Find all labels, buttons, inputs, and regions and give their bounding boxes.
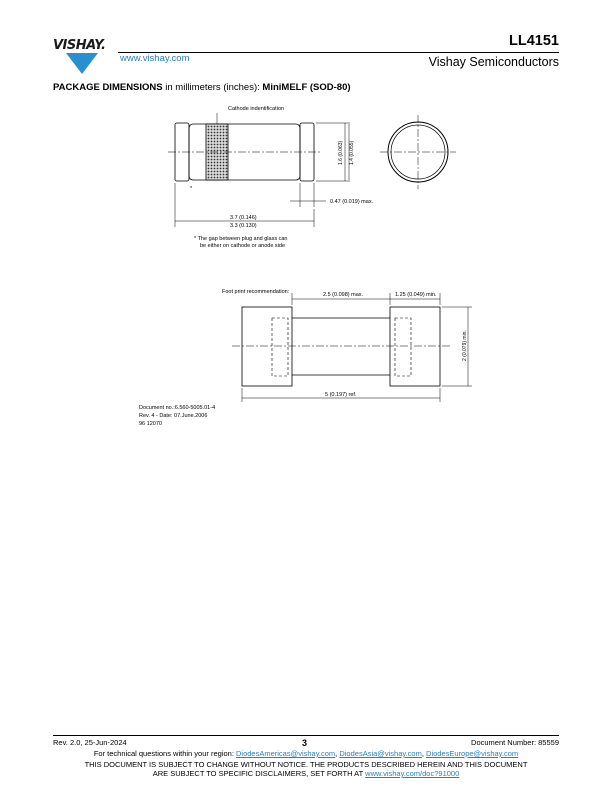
dim-total: 5 (0.197) ref.	[325, 392, 357, 398]
logo-triangle-icon	[52, 36, 116, 76]
footer-contact	[53, 749, 559, 758]
footprint-label: Foot print recommendation:	[222, 289, 290, 295]
contact-prefix: For technical questions within your region:	[93, 749, 236, 758]
section-title-package: MiniMELF (SOD-80)	[262, 82, 351, 93]
disclaimer-link[interactable]: www.vishay.com/doc?91000	[365, 769, 460, 778]
dim-length-min: 3.3 (0.130)	[230, 223, 257, 229]
gap-star: *	[190, 186, 193, 192]
footer-rule	[53, 735, 559, 736]
part-number: LL4151	[509, 33, 559, 49]
gap-note-line2: be either on cathode or anode side	[200, 243, 286, 249]
footer-page-number: 3	[302, 738, 308, 748]
doc-number-note: Document no.:6.560-5005.01-4	[139, 405, 216, 411]
section-title-units: in millimeters (inches):	[162, 82, 263, 93]
footer-rev: Rev. 2.0, 25-Jun-2024	[53, 738, 127, 747]
dim-pad: 1.25 (0.049) min.	[395, 292, 437, 298]
email-asia-link[interactable]: DiodesAsia@vishay.com	[339, 749, 422, 758]
footprint-drawing	[0, 285, 612, 415]
gap-note-line1: * The gap between plug and glass can	[194, 236, 288, 242]
disclaimer-line1: THIS DOCUMENT IS SUBJECT TO CHANGE WITHOUT NOTICE. THE PRODUCTS DESCRIBED HEREIN AND THIS DOCUMENT	[84, 760, 528, 769]
sep-1: ,	[335, 749, 340, 758]
dim-pad-height: 2 (0.079) min.	[462, 330, 468, 361]
sep-2: ,	[421, 749, 427, 758]
cathode-label: Cathode indentification	[228, 106, 284, 112]
doc-info	[139, 404, 215, 428]
footer-doc-number: Document Number: 85559	[471, 738, 559, 747]
email-americas-link[interactable]: DiodesAmericas@vishay.com	[236, 749, 336, 758]
dim-plug: 0.47 (0.019) max.	[330, 199, 374, 205]
disclaimer-line2	[40, 769, 572, 778]
disclaimer-prefix: ARE SUBJECT TO SPECIFIC DISCLAIMERS, SET FORTH AT	[152, 769, 366, 778]
division-name: Vishay Semiconductors	[428, 55, 559, 69]
email-europe-link[interactable]: DiodesEurope@vishay.com	[426, 749, 519, 758]
section-title	[53, 82, 351, 93]
doc-rev-note: Rev. 4 - Date: 07.June.2006	[139, 413, 208, 419]
section-title-bold: PACKAGE DIMENSIONS	[53, 82, 163, 93]
header-rule	[118, 52, 559, 53]
dim-height-1: 1.6 (0.063)	[338, 140, 344, 165]
doc-code-note: 96 12070	[139, 421, 162, 427]
right-pad	[390, 307, 440, 386]
left-pad	[242, 307, 292, 386]
vishay-logo[interactable]	[52, 36, 116, 76]
dim-length-max: 3.7 (0.146)	[230, 215, 257, 221]
website-link[interactable]: www.vishay.com	[120, 53, 190, 64]
dim-gap: 2.5 (0.098) max.	[323, 292, 364, 298]
logo-text: VISHAY.	[53, 38, 106, 53]
dim-height-2: 1.4 (0.055)	[349, 140, 355, 165]
